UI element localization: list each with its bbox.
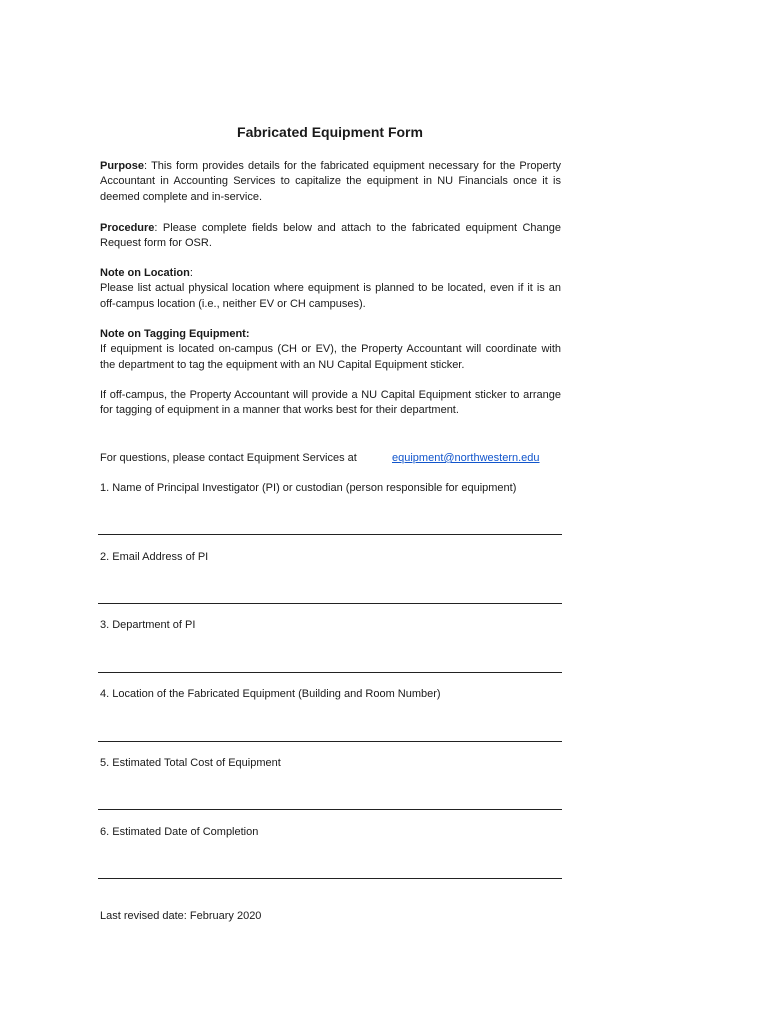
location-note — [100, 266, 561, 312]
question-6-answer-line[interactable] — [98, 878, 562, 879]
question-1-label: 1. Name of Principal Investigator (PI) or custodian (person responsible for equipment) — [100, 482, 517, 494]
question-5-label: 5. Estimated Total Cost of Equipment — [100, 757, 281, 769]
question-6-label: 6. Estimated Date of Completion — [100, 826, 259, 838]
question-3-label: 3. Department of PI — [100, 619, 196, 631]
procedure-text: : Please complete fields below and attach to the fabricated equipment Change Request form for OSR. — [100, 222, 561, 250]
contact-email-link[interactable]: equipment@northwestern.edu — [392, 452, 540, 464]
location-note-colon: : — [189, 267, 193, 279]
contact-text: For questions, please contact Equipment Services at — [100, 452, 357, 464]
question-4-answer-line[interactable] — [98, 741, 562, 742]
form-page — [100, 0, 562, 1024]
question-1-answer-line[interactable] — [98, 534, 562, 535]
location-note-text: Please list actual physical location where equipment is planned to be located, even if it is an off-campus location (i.e., neither EV or CH campuses). — [100, 282, 561, 310]
question-5-answer-line[interactable] — [98, 809, 562, 810]
tagging-note-label: Note on Tagging Equipment: — [100, 328, 250, 340]
question-2-answer-line[interactable] — [98, 603, 562, 604]
question-4-label: 4. Location of the Fabricated Equipment (Building and Room Number) — [100, 688, 441, 700]
procedure-paragraph — [100, 221, 561, 252]
tagging-note-text: If equipment is located on-campus (CH or EV), the Property Accountant will coordinate with the department to tag the equipment with an NU Capital Equipment sticker. — [100, 343, 561, 371]
tagging-note — [100, 327, 561, 373]
question-3-answer-line[interactable] — [98, 672, 562, 673]
revision-date: Last revised date: February 2020 — [100, 910, 262, 922]
procedure-label: Procedure — [100, 222, 155, 234]
offcampus-paragraph: If off-campus, the Property Accountant will provide a NU Capital Equipment sticker to arrange for tagging of equipment in a manner that works best for their department. — [100, 389, 561, 417]
question-2-label: 2. Email Address of PI — [100, 551, 209, 563]
form-title: Fabricated Equipment Form — [237, 124, 423, 140]
location-note-label: Note on Location — [100, 267, 190, 279]
purpose-paragraph — [100, 159, 561, 205]
contact-line — [100, 451, 561, 466]
purpose-label: Purpose — [100, 160, 145, 172]
purpose-text: : This form provides details for the fabricated equipment necessary for the Property Accountant in Accounting Services to capitalize the equipment in NU Financials once it is deemed complete and in-service. — [100, 160, 561, 203]
